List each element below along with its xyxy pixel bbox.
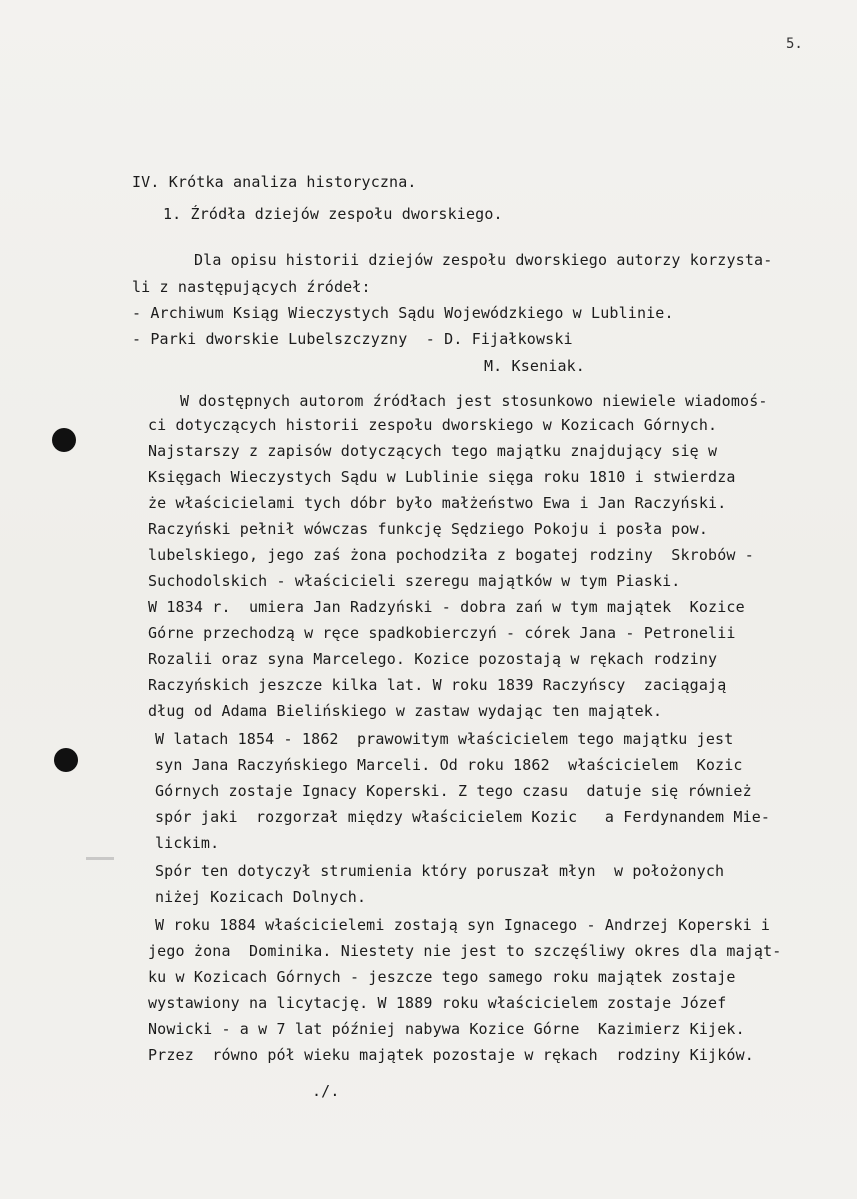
text-line: Dla opisu historii dziejów zespołu dworskiego autorzy korzysta- [194,251,773,269]
text-line: syn Jana Raczyńskiego Marceli. Od roku 1862 właścicielem Kozic [155,756,743,774]
source-item: - Parki dworskie Lubelszczyzny - D. Fijałkowski [132,330,573,348]
text-line: W latach 1854 - 1862 prawowitym właścicielem tego majątku jest [155,730,734,748]
text-line: lubelskiego, jego zaś żona pochodziła z bogatej rodziny Skrobów - [148,546,754,564]
text-line: ku w Kozicach Górnych - jeszcze tego samego roku majątek zostaje [148,968,736,986]
page-number: 5. [786,36,803,52]
text-line: Rozalii oraz syna Marcelego. Kozice pozostają w rękach rodziny [148,650,718,668]
text-line: Przez równo pół wieku majątek pozostaje w rękach rodziny Kijków. [148,1046,754,1064]
bleed-through-text [470,96,690,186]
subsection-heading: 1. Źródła dziejów zespołu dworskiego. [163,205,503,223]
text-line: spór jaki rozgorzał między właścicielem Kozic a Ferdynandem Mie- [155,808,771,826]
text-line: dług od Adama Bielińskiego w zastaw wydając ten majątek. [148,702,663,720]
text-line: wystawiony na licytację. W 1889 roku właścicielem zostaje Józef [148,994,727,1012]
source-author: M. Kseniak. [484,357,585,375]
text-line: W dostępnych autorom źródłach jest stosunkowo niewiele wiadomoś- [180,392,768,410]
punch-hole-bottom [54,748,78,772]
text-line: W 1834 r. umiera Jan Radzyński - dobra zań w tym majątek Kozice [148,598,745,616]
text-line: jego żona Dominika. Niestety nie jest to szczęśliwy okres dla mająt- [148,942,782,960]
margin-smudge [86,857,114,860]
text-line: Spór ten dotyczył strumienia który poruszał młyn w położonych [155,862,725,880]
punch-hole-top [52,428,76,452]
text-line: Górnych zostaje Ignacy Koperski. Z tego czasu datuje się również [155,782,752,800]
text-line: Suchodolskich - właścicieli szeregu majątków w tym Piaski. [148,572,681,590]
text-line: Raczyński pełnił wówczas funkcję Sędziego Pokoju i posła pow. [148,520,709,538]
text-line: Księgach Wieczystych Sądu w Lublinie sięga roku 1810 i stwierdza [148,468,736,486]
text-line: Raczyńskich jeszcze kilka lat. W roku 1839 Raczyńscy zaciągają [148,676,727,694]
text-line: Górne przechodzą w ręce spadkobierczyń - córek Jana - Petronelii [148,624,736,642]
text-line: W roku 1884 właścicielemi zostają syn Ignacego - Andrzej Koperski i [155,916,771,934]
text-line: lickim. [155,834,220,852]
section-heading: IV. Krótka analiza historyczna. [132,173,417,191]
continuation-mark: ./. [312,1082,340,1100]
text-line: że właścicielami tych dóbr było małżeństwo Ewa i Jan Raczyński. [148,494,727,512]
text-line: Najstarszy z zapisów dotyczących tego majątku znajdujący się w [148,442,718,460]
text-line: ci dotyczących historii zespołu dworskiego w Kozicach Górnych. [148,416,718,434]
text-line: li z następujących źródeł: [132,278,371,296]
source-item: - Archiwum Ksiąg Wieczystych Sądu Wojewódzkiego w Lublinie. [132,304,674,322]
text-line: Nowicki - a w 7 lat później nabywa Kozice Górne Kazimierz Kijek. [148,1020,745,1038]
text-line: niżej Kozicach Dolnych. [155,888,367,906]
